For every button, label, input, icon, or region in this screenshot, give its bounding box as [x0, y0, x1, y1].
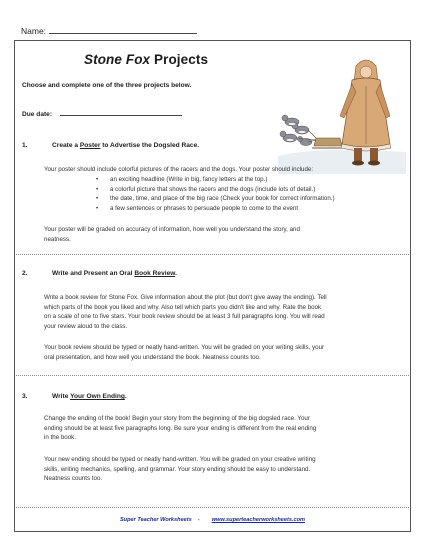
heading-text: .	[175, 270, 177, 277]
name-label: Name:	[21, 26, 47, 36]
heading-text: Write	[52, 393, 71, 400]
section-number: 2.	[22, 270, 28, 277]
section-3-paragraph-1	[44, 414, 389, 443]
paragraph-line: Your poster will be graded on accuracy of information, how well you understand the story, and	[44, 226, 300, 233]
footer	[0, 517, 425, 523]
section-2-paragraph-1	[44, 293, 389, 331]
section-divider	[16, 254, 409, 255]
heading-text: to Advertise the Dogsled Race.	[100, 142, 200, 149]
section-1-outro	[44, 225, 389, 244]
list-item: • an exciting headline (Write in big, fancy letters at the top.)	[110, 175, 335, 185]
heading-underlined: Poster	[79, 142, 101, 149]
section-divider	[16, 375, 409, 376]
title-book-name: Stone Fox	[84, 52, 151, 67]
title-rest: Projects	[150, 52, 209, 67]
footer-separator: -	[197, 517, 200, 523]
heading-underlined: Book Review	[134, 270, 176, 277]
footer-brand: Super Teacher Worksheets	[119, 517, 192, 523]
heading-text: Write and Present an Oral	[52, 270, 135, 277]
footer-url-link[interactable]: www.superteacherworksheets.com	[211, 517, 306, 523]
list-item: • the date, time, and place of the big race (Check your book for correct information.)	[110, 194, 335, 204]
paragraph-line: Write a book review for Stone Fox. Give information about the plot (but don't give away the ending). Tell	[44, 294, 327, 301]
list-item: • a colorful picture that shows the racers and the dogs (include lots of detail.)	[110, 185, 335, 195]
section-number: 1.	[22, 142, 28, 149]
section-3-heading	[22, 393, 127, 400]
section-1-bullets	[110, 175, 335, 213]
section-1-intro: Your poster should include colorful pictures of the racers and the dogs. Your poster should include:	[44, 166, 314, 173]
name-blank-line[interactable]	[49, 26, 197, 34]
paragraph-line: Neatness counts too.	[44, 475, 103, 483]
page-title	[84, 52, 208, 67]
paragraph-line: Your new ending should be typed or neatly hand-written. You will be graded on your creative writing	[44, 456, 316, 463]
section-2-heading	[22, 270, 177, 277]
instructions: Choose and complete one of the three projects below.	[22, 82, 192, 89]
heading-text: Create a	[52, 142, 80, 149]
due-date-field	[22, 109, 182, 118]
section-divider	[16, 507, 409, 508]
paragraph-line: oral presentation, and how well you understand the book. Neatness counts too.	[44, 353, 261, 361]
paragraph-line: Change the ending of the book! Begin your story from the beginning of the big dogsled race. Your	[44, 415, 310, 422]
due-date-blank-line[interactable]	[60, 109, 182, 116]
paragraph-line: ending should be at least five paragraphs long. Be sure your ending is different from the real ending	[44, 424, 317, 432]
heading-underlined: Your Own Ending	[70, 393, 125, 400]
due-date-label: Due date:	[22, 111, 53, 118]
paragraph-line: neatness.	[44, 235, 71, 243]
paragraph-line: skills, writing mechanics, spelling, and grammar. Your story ending should be easy to understand.	[44, 465, 311, 473]
paragraph-line: in the book.	[44, 434, 76, 442]
dogsled-racer-illustration	[278, 46, 406, 174]
section-1-heading	[22, 142, 199, 149]
heading-text: .	[124, 393, 127, 400]
name-field	[21, 26, 197, 36]
paragraph-line: on a scale of one to five stars. Your book review should be at least 3 full paragraphs long. You will read	[44, 313, 325, 321]
paragraph-line: Your book review should be typed or neatly hand-written. You will be graded on your writing skills, your	[44, 344, 325, 351]
section-3-paragraph-2	[44, 455, 389, 484]
section-2-paragraph-2	[44, 343, 389, 362]
paragraph-line: your review aloud to the class.	[44, 322, 128, 330]
section-number: 3.	[22, 393, 28, 400]
list-item: • a few sentences or phrases to persuade people to come to the event	[110, 204, 335, 214]
paragraph-line: which parts of the book you liked and why. Also tell which parts you didn't like and why. Rate the book	[44, 303, 322, 311]
